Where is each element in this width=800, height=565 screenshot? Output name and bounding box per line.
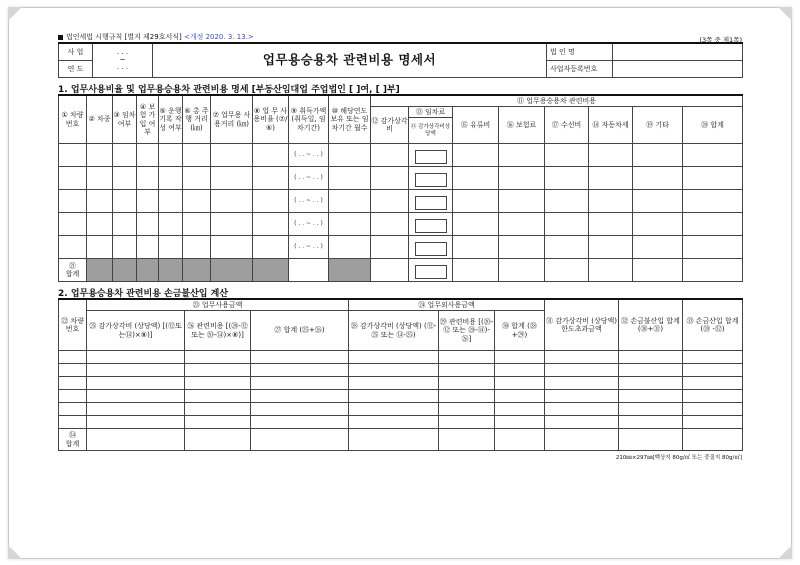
cell-input[interactable] — [683, 429, 743, 451]
cell-input[interactable] — [87, 144, 113, 167]
cell-input[interactable] — [545, 390, 619, 403]
table-row — [59, 213, 743, 236]
cell-input[interactable] — [137, 167, 159, 190]
cell-input[interactable] — [545, 416, 619, 429]
cell-input[interactable] — [349, 390, 439, 403]
cell-input[interactable] — [589, 259, 633, 282]
cell-input[interactable] — [251, 416, 349, 429]
cell-input[interactable] — [349, 351, 439, 364]
col2-nondeductible-total: ㉜ 손금불산입 합계 (㉚+㉛) — [619, 299, 683, 351]
cell-input[interactable] — [619, 416, 683, 429]
acquisition-period[interactable]: ( . . ~ . . ) — [289, 167, 329, 190]
cell-input[interactable] — [439, 403, 495, 416]
table-row — [59, 144, 743, 167]
cell-input[interactable] — [545, 429, 619, 451]
cell-input[interactable] — [683, 364, 743, 377]
col-business-distance: ⑦ 업무용 사용거리 (㎞) — [211, 95, 253, 144]
col2-depr-non-business: ㉘ 감가상각비 (상당액) (⑫-㉕ 또는 ⑭-㉕) — [349, 311, 439, 351]
cell-input[interactable] — [619, 377, 683, 390]
cell-input[interactable] — [439, 377, 495, 390]
cell-input[interactable] — [211, 190, 253, 213]
cell-input[interactable] — [159, 144, 183, 167]
cell-input[interactable] — [683, 377, 743, 390]
table-row — [59, 403, 743, 416]
cell-input[interactable] — [499, 213, 545, 236]
rent-subbox[interactable] — [415, 242, 447, 256]
cell-input[interactable] — [87, 236, 113, 259]
shaded-cell — [183, 259, 211, 282]
cell-input[interactable] — [253, 144, 289, 167]
shaded-cell — [137, 259, 159, 282]
cell-input[interactable] — [185, 390, 251, 403]
col-total-distance: ⑥ 총 주행 거리 (㎞) — [183, 95, 211, 144]
cell-input[interactable] — [619, 351, 683, 364]
cell-input[interactable] — [589, 190, 633, 213]
cell-input[interactable] — [329, 167, 371, 190]
cell-input[interactable] — [159, 190, 183, 213]
cell-input[interactable] — [211, 236, 253, 259]
col-sum: ⑳ 합계 — [683, 107, 743, 144]
cell-input[interactable] — [683, 236, 743, 259]
rent-subbox[interactable] — [415, 150, 447, 164]
section1-total-label: ㉑ 합계 — [59, 259, 87, 282]
table-row — [59, 167, 743, 190]
cell-input[interactable] — [633, 236, 683, 259]
col2-sum-non-business: ㉚ 합계 (㉘+㉙) — [495, 311, 545, 351]
cell-input[interactable] — [253, 236, 289, 259]
cell-input[interactable] — [113, 213, 137, 236]
cell-input[interactable] — [113, 167, 137, 190]
cell-input[interactable] — [545, 364, 619, 377]
cell-input[interactable] — [87, 364, 185, 377]
cell-input[interactable] — [495, 377, 545, 390]
cell-input[interactable] — [87, 390, 185, 403]
cell-input[interactable] — [59, 390, 87, 403]
cell-input[interactable] — [251, 429, 349, 451]
page-corner-top-left — [8, 7, 22, 21]
cell-input[interactable] — [545, 351, 619, 364]
rent-subbox[interactable] — [415, 196, 447, 210]
section1-total-row — [59, 259, 743, 282]
col-depreciation-equivalent: ⑭ 감가상각비상당액 — [409, 118, 453, 144]
cell-input[interactable] — [633, 167, 683, 190]
business-year-input[interactable]: . . . ~ . . . — [93, 43, 153, 78]
cell-input[interactable] — [545, 403, 619, 416]
cell-input[interactable] — [499, 144, 545, 167]
form-header-line — [58, 28, 742, 42]
cell-input[interactable] — [59, 351, 87, 364]
cell-input[interactable] — [683, 416, 743, 429]
cell-input[interactable] — [185, 416, 251, 429]
page-count: (3쪽 중 제1쪽) — [699, 36, 742, 44]
col-lease-status: ③ 임차 여부 — [113, 95, 137, 144]
title-block — [58, 42, 743, 78]
cell-input[interactable] — [289, 259, 329, 282]
acquisition-period[interactable]: ( . . ~ . . ) — [289, 190, 329, 213]
cell-input[interactable] — [211, 167, 253, 190]
cell-input[interactable] — [619, 429, 683, 451]
cell-input[interactable] — [683, 390, 743, 403]
cell-input[interactable] — [251, 351, 349, 364]
cell-input[interactable] — [253, 167, 289, 190]
col-driving-log: ⑤ 운행 기록 작성 여부 — [159, 95, 183, 144]
cell-input[interactable] — [619, 390, 683, 403]
cell-input[interactable] — [251, 377, 349, 390]
corp-name-input[interactable] — [613, 43, 743, 61]
cell-input[interactable] — [59, 167, 87, 190]
cell-input[interactable] — [349, 377, 439, 390]
cell-input[interactable] — [59, 364, 87, 377]
shaded-cell — [113, 259, 137, 282]
cell-input[interactable] — [545, 236, 589, 259]
table-row — [59, 351, 743, 364]
section1-title: 1. 업무사용비율 및 업무용승용차 관련비용 명세 [부동산임대업 주업법인 [ ]여, [ ]부] — [58, 85, 400, 95]
cell-input[interactable] — [371, 167, 409, 190]
cell-input[interactable] — [137, 144, 159, 167]
cell-input[interactable] — [185, 364, 251, 377]
form-title: 업무용승용차 관련비용 명세서 — [153, 43, 547, 78]
col2-vehicle-no: ㉒ 차량 번호 — [59, 299, 87, 351]
revision-date: <개정 2020. 3. 13.> — [183, 33, 254, 41]
cell-input[interactable] — [251, 364, 349, 377]
cell-input[interactable] — [59, 236, 87, 259]
cell-input[interactable] — [589, 167, 633, 190]
cell-input[interactable] — [633, 213, 683, 236]
cell-input[interactable] — [371, 190, 409, 213]
col2-business-use: ㉓ 업무사용금액 — [87, 299, 349, 311]
cell-input[interactable] — [349, 403, 439, 416]
cell-input[interactable] — [453, 167, 499, 190]
col-vehicle-type: ② 차종 — [87, 95, 113, 144]
col-related-expenses: ⑪ 업무용승용차 관련비용 — [371, 95, 743, 107]
cell-input[interactable] — [409, 236, 453, 259]
cell-input[interactable] — [495, 364, 545, 377]
rent-subbox[interactable] — [415, 265, 447, 279]
cell-input[interactable] — [113, 144, 137, 167]
cell-input[interactable] — [329, 144, 371, 167]
cell-input[interactable] — [633, 259, 683, 282]
col2-non-business-use: ㉔ 업무외사용금액 — [349, 299, 545, 311]
cell-input[interactable] — [495, 416, 545, 429]
cell-input[interactable] — [371, 236, 409, 259]
cell-input[interactable] — [409, 213, 453, 236]
cell-input[interactable] — [113, 190, 137, 213]
cell-input[interactable] — [211, 144, 253, 167]
biz-reg-no-input[interactable] — [613, 61, 743, 78]
cell-input[interactable] — [453, 213, 499, 236]
cell-input[interactable] — [329, 236, 371, 259]
col2-sum-business: ㉗ 합계 (㉕+㉖) — [251, 311, 349, 351]
table-row — [59, 416, 743, 429]
section2-total-row — [59, 429, 743, 451]
cell-input[interactable] — [453, 259, 499, 282]
cell-input[interactable] — [683, 403, 743, 416]
cell-input[interactable] — [59, 416, 87, 429]
page-corner-bottom-left — [8, 545, 22, 559]
table-row — [59, 390, 743, 403]
col-business-ratio: ⑧ 업 무 사용비율 (⑦/⑥) — [253, 95, 289, 144]
cell-input[interactable] — [87, 167, 113, 190]
cell-input[interactable] — [185, 351, 251, 364]
business-year-label-2: 연 도 — [59, 61, 93, 78]
cell-input[interactable] — [439, 351, 495, 364]
cell-input[interactable] — [59, 403, 87, 416]
cell-input[interactable] — [185, 377, 251, 390]
law-reference: 법인세법 시행규칙 [별지 제29호서식] <개정 2020. 3. 13.> — [58, 32, 254, 42]
cell-input[interactable] — [495, 351, 545, 364]
cell-input[interactable] — [453, 144, 499, 167]
col-holding-months: ⑩ 해당연도 보유 또는 임차기간 월수 — [329, 95, 371, 144]
cell-input[interactable] — [113, 236, 137, 259]
cell-input[interactable] — [495, 429, 545, 451]
col-car-tax: ⑱ 자동차세 — [589, 107, 633, 144]
cell-input[interactable] — [159, 213, 183, 236]
cell-input[interactable] — [87, 403, 185, 416]
col-rent: ⑬ 임차료 — [409, 107, 453, 118]
cell-input[interactable] — [453, 190, 499, 213]
cell-input[interactable] — [159, 236, 183, 259]
cell-input[interactable] — [137, 213, 159, 236]
cell-input[interactable] — [211, 213, 253, 236]
cell-input[interactable] — [253, 213, 289, 236]
cell-input[interactable] — [683, 259, 743, 282]
col-insurance: ④ 보험 가입 여부 — [137, 95, 159, 144]
cell-input[interactable] — [251, 403, 349, 416]
cell-input[interactable] — [183, 167, 211, 190]
cell-input[interactable] — [185, 429, 251, 451]
cell-input[interactable] — [589, 213, 633, 236]
cell-input[interactable] — [87, 429, 185, 451]
bullet-square-icon — [58, 35, 63, 40]
acquisition-period[interactable]: ( . . ~ . . ) — [289, 144, 329, 167]
col-insurance-premium: ⑯ 보험료 — [499, 107, 545, 144]
section1-table — [58, 94, 743, 282]
section2-total-label: ㉞ 합계 — [59, 429, 87, 451]
cell-input[interactable] — [59, 377, 87, 390]
cell-input[interactable] — [59, 144, 87, 167]
cell-input[interactable] — [137, 236, 159, 259]
table-row — [59, 364, 743, 377]
cell-input[interactable] — [87, 377, 185, 390]
acquisition-period[interactable]: ( . . ~ . . ) — [289, 236, 329, 259]
cell-input[interactable] — [439, 364, 495, 377]
cell-input[interactable] — [159, 167, 183, 190]
cell-input[interactable] — [371, 259, 409, 282]
section2-table — [58, 298, 743, 451]
table-row — [59, 377, 743, 390]
col-other: ⑲ 기타 — [633, 107, 683, 144]
cell-input[interactable] — [545, 377, 619, 390]
cell-input[interactable] — [683, 144, 743, 167]
cell-input[interactable] — [495, 403, 545, 416]
cell-input[interactable] — [329, 190, 371, 213]
cell-input[interactable] — [545, 259, 589, 282]
cell-input[interactable] — [349, 364, 439, 377]
cell-input[interactable] — [371, 213, 409, 236]
cell-input[interactable] — [183, 236, 211, 259]
rent-subbox[interactable] — [415, 219, 447, 233]
cell-input[interactable] — [87, 416, 185, 429]
cell-input[interactable] — [453, 236, 499, 259]
cell-input[interactable] — [499, 167, 545, 190]
page-corner-bottom-right — [778, 545, 792, 559]
rent-subbox[interactable] — [415, 173, 447, 187]
col-repair: ⑰ 수선비 — [545, 107, 589, 144]
cell-input[interactable] — [683, 213, 743, 236]
col2-depr-excess: ㉛ 감가상각비 (상당액) 한도초과금액 — [545, 299, 619, 351]
cell-input[interactable] — [87, 213, 113, 236]
table-row — [59, 236, 743, 259]
cell-input[interactable] — [409, 167, 453, 190]
cell-input[interactable] — [409, 190, 453, 213]
cell-input[interactable] — [409, 259, 453, 282]
shaded-cell — [211, 259, 253, 282]
biz-reg-no-label: 사업자등록번호 — [547, 61, 613, 78]
cell-input[interactable] — [137, 190, 159, 213]
cell-input[interactable] — [59, 190, 87, 213]
col-vehicle-no: ① 차량 번호 — [59, 95, 87, 144]
cell-input[interactable] — [499, 190, 545, 213]
paper-size-note: 210㎜×297㎜[백상지 80g/㎡ 또는 중질지 80g/㎡] — [615, 455, 742, 461]
cell-input[interactable] — [545, 144, 589, 167]
cell-input[interactable] — [589, 236, 633, 259]
form-page — [58, 28, 742, 461]
cell-input[interactable] — [619, 364, 683, 377]
cell-input[interactable] — [439, 390, 495, 403]
cell-input[interactable] — [499, 259, 545, 282]
cell-input[interactable] — [683, 190, 743, 213]
cell-input[interactable] — [545, 213, 589, 236]
cell-input[interactable] — [349, 416, 439, 429]
table-row — [59, 190, 743, 213]
cell-input[interactable] — [545, 167, 589, 190]
cell-input[interactable] — [683, 167, 743, 190]
cell-input[interactable] — [59, 213, 87, 236]
cell-input[interactable] — [545, 190, 589, 213]
shaded-cell — [253, 259, 289, 282]
cell-input[interactable] — [185, 403, 251, 416]
col-acquisition-cost: ⑨ 취득가액 (취득일, 임차기간) — [289, 95, 329, 144]
cell-input[interactable] — [349, 429, 439, 451]
cell-input[interactable] — [253, 190, 289, 213]
cell-input[interactable] — [439, 416, 495, 429]
cell-input[interactable] — [633, 144, 683, 167]
cell-input[interactable] — [589, 144, 633, 167]
cell-input[interactable] — [683, 351, 743, 364]
cell-input[interactable] — [87, 190, 113, 213]
col2-related-non-business: ㉙ 관련비용 [(⑳-⑫ 또는 ⑳-⑭)-㉖] — [439, 311, 495, 351]
cell-input[interactable] — [633, 190, 683, 213]
col2-depr-business: ㉕ 감가상각비 (상당액) [(⑫또는⑭)×⑧)] — [87, 311, 185, 351]
shaded-cell — [87, 259, 113, 282]
cell-input[interactable] — [409, 144, 453, 167]
cell-input[interactable] — [371, 144, 409, 167]
cell-input[interactable] — [329, 213, 371, 236]
cell-input[interactable] — [183, 190, 211, 213]
col-fuel: ⑮ 유류비 — [453, 107, 499, 144]
cell-input[interactable] — [183, 213, 211, 236]
page-corner-top-right — [778, 7, 792, 21]
shaded-cell — [159, 259, 183, 282]
section2-title: 2. 업무용승용차 관련비용 손금불산입 계산 — [58, 289, 229, 299]
col2-related-business: ㉖ 관련비용 [(⑳-⑫ 또는 ⑳-⑭)×⑧)] — [185, 311, 251, 351]
cell-input[interactable] — [439, 429, 495, 451]
business-year-label-1: 사 업 — [59, 43, 93, 61]
cell-input[interactable] — [251, 390, 349, 403]
corp-name-label: 법 인 명 — [547, 43, 613, 61]
cell-input[interactable] — [499, 236, 545, 259]
cell-input[interactable] — [619, 403, 683, 416]
acquisition-period[interactable]: ( . . ~ . . ) — [289, 213, 329, 236]
cell-input[interactable] — [87, 351, 185, 364]
cell-input[interactable] — [495, 390, 545, 403]
cell-input[interactable] — [183, 144, 211, 167]
col-depreciation: ⑫ 감가상각비 — [371, 107, 409, 144]
col2-deductible-total: ㉝ 손금산입 합계 (⑳ -㉜) — [683, 299, 743, 351]
shaded-cell — [329, 259, 371, 282]
